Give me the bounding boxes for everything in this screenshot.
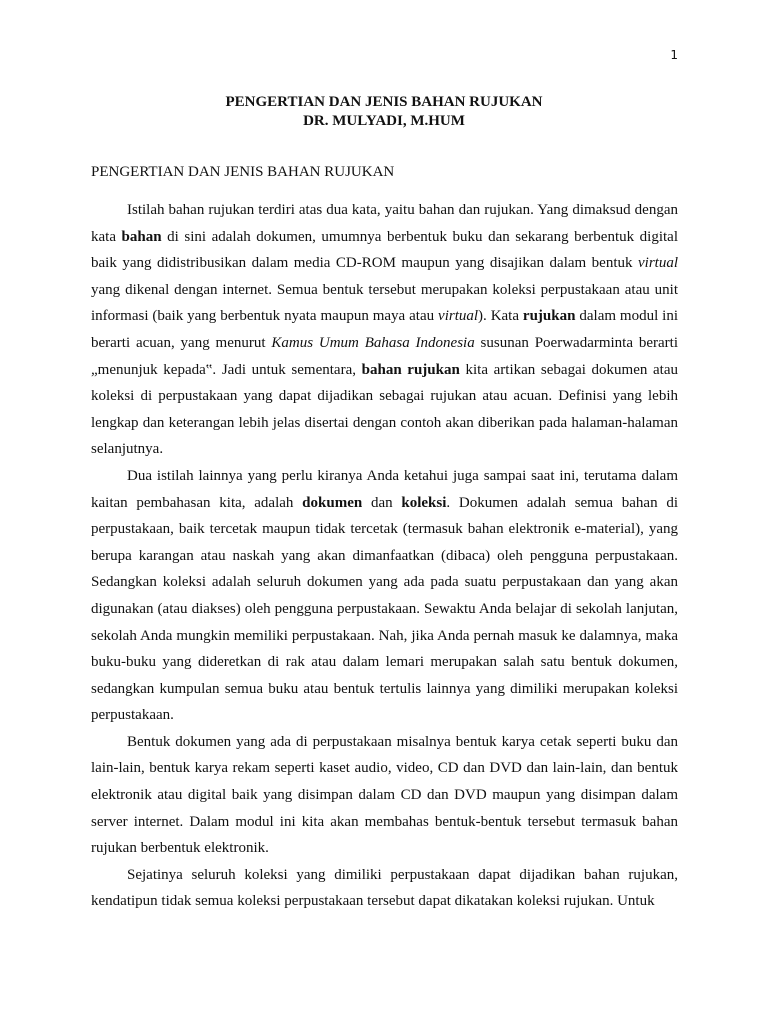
text-run: ). Kata xyxy=(478,308,523,325)
text-run: kita artikan sebagai dokumen atau koleksi di perpustakaan yang dapat dijadikan sebagai rujukan atau acuan. Definisi yang lebih lengkap dan keterangan lebih jelas disertai dengan contoh akan diberikan pada halaman-halaman selanjutnya. xyxy=(91,361,678,458)
text-run: Dua istilah lainnya yang perlu kiranya Anda ketahui juga sampai saat ini, terutama dalam kaitan pembahasan kita, adalah xyxy=(91,467,678,511)
text-run: dalam modul ini berarti acuan, yang menurut xyxy=(91,308,679,351)
text-bold: bahan xyxy=(121,228,162,245)
title-line-2: DR. MULYADI, M.HUM xyxy=(303,113,465,129)
paragraph xyxy=(91,729,678,862)
paragraph xyxy=(91,463,678,729)
text-bold: koleksi xyxy=(401,494,447,511)
text-run: Sejatinya seluruh koleksi yang dimiliki perpustakaan dapat dijadikan bahan rujukan, kendatipun tidak semua koleksi perpustakaan tersebut dapat dikatakan koleksi rujukan. Untuk xyxy=(91,866,678,910)
text-run: susunan Poerwadarminta berarti „menunjuk kepada‟. Jadi untuk sementara, xyxy=(91,334,678,378)
paragraph xyxy=(91,197,678,463)
paragraph xyxy=(91,862,678,915)
text-run: Bentuk dokumen yang ada di perpustakaan misalnya bentuk karya cetak seperti buku dan lain-lain, bentuk karya rekam seperti kaset audio, video, CD dan DVD dan lain-lain, dan bentuk elektronik atau digital baik yang disimpan dalam CD dan DVD maupun yang disimpan dalam server internet. Dalam modul ini kita akan membahas bentuk-bentuk tersebut termasuk bahan rujukan berbentuk elektronik. xyxy=(91,733,678,857)
body-text xyxy=(91,197,678,915)
text-run: Istilah bahan rujukan terdiri atas dua kata, yaitu bahan dan rujukan. Yang dimaksud dengan kata xyxy=(91,202,678,245)
text-bold: bahan rujukan xyxy=(361,361,460,378)
text-bold: rujukan xyxy=(522,308,576,325)
text-italic: virtual xyxy=(438,308,479,325)
text-run: dan xyxy=(362,494,402,511)
title-line-1: PENGERTIAN DAN JENIS BAHAN RUJUKAN xyxy=(225,94,543,110)
text-italic: Kamus Umum Bahasa Indonesia xyxy=(271,334,475,351)
text-run: . Dokumen adalah semua bahan di perpustakaan, baik tercetak maupun tidak tercetak (termasuk bahan elektronik e-material), yang berupa karangan atau naskah yang akan dimanfaatkan (dibaca) oleh pengguna perpustakaan. Sedangkan koleksi adalah seluruh dokumen yang ada pada suatu perpustakaan dan yang akan digunakan (atau diakses) oleh pengguna perpustakaan. Sewaktu Anda belajar di sekolah lanjutan, sekolah Anda mungkin memiliki perpustakaan. Nah, jika Anda pernah masuk ke dalamnya, maka buku-buku yang dideretkan di rak atau dalam lemari merupakan salah satu bentuk dokumen, sedangkan kumpulan semua buku atau bentuk tertulis lainnya yang dimiliki merupakan koleksi perpustakaan. xyxy=(91,494,678,724)
text-run: di sini adalah dokumen, umumnya berbentuk buku dan sekarang berbentuk digital baik yang didistribusikan dalam media CD-ROM maupun yang disajikan dalam bentuk xyxy=(91,228,679,272)
text-run: yang dikenal dengan internet. Semua bentuk tersebut merupakan koleksi perpustakaan atau unit informasi (baik yang berbentuk nyata maupun maya atau xyxy=(91,281,678,325)
document-title xyxy=(0,93,768,131)
section-heading: PENGERTIAN DAN JENIS BAHAN RUJUKAN xyxy=(91,164,395,180)
text-bold: dokumen xyxy=(302,494,363,511)
page-number: 1 xyxy=(670,48,678,62)
text-italic: virtual xyxy=(638,255,678,272)
